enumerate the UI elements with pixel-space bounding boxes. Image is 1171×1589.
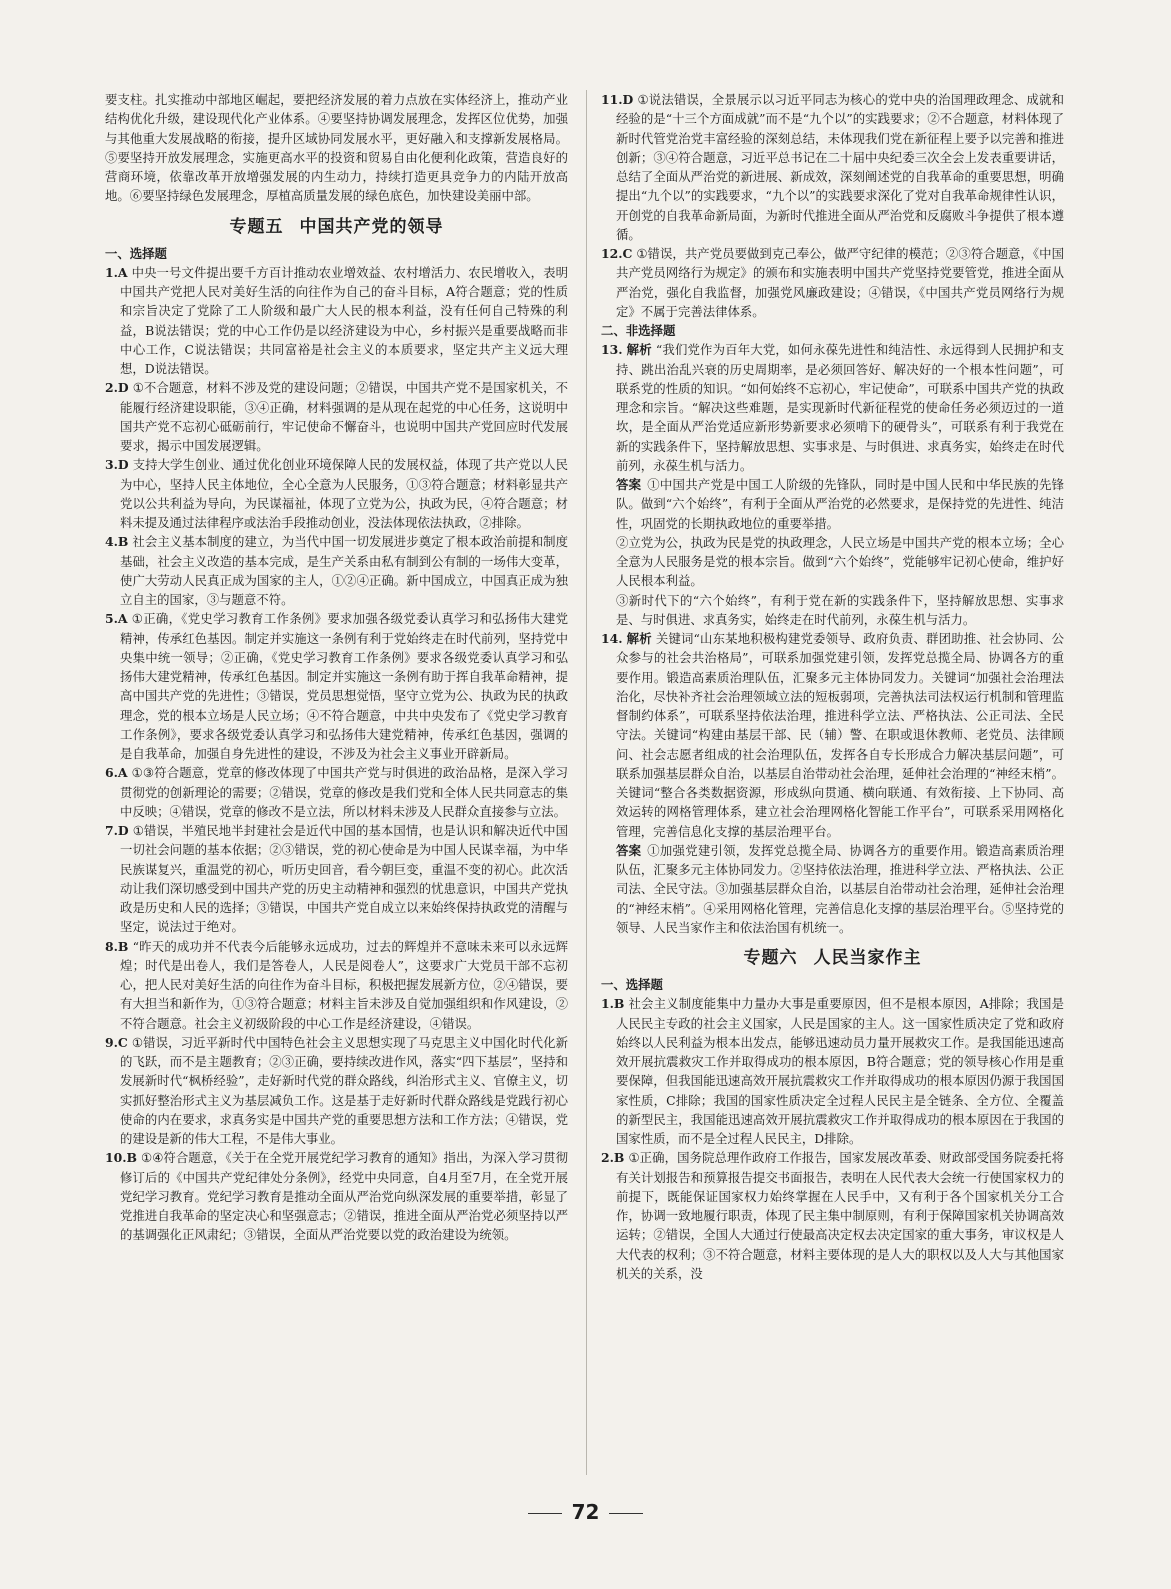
answer-number: 1.B bbox=[601, 996, 625, 1012]
left-column bbox=[105, 90, 568, 1475]
part-heading: 一、选择题 bbox=[601, 977, 663, 992]
section-name: 中国共产党的领导 bbox=[299, 216, 444, 237]
analysis-text: “我们党作为百年大党，如何永葆先进性和纯洁性、永远得到人民拥护和支持、跳出治乱兴衰的历史周期率，是必须回答好、解决好的一个根本性问题”，可联系党的性质的知识。“如何始终不忘初心，牢记使命”，可联系中国共产党的执政理念和宗旨。“解决这些难题，是实现新时代新征程党的使命任务必须迈过的一道坎，是全面从严治党适应新形势新要求必须啃下的硬骨头”，可联系有利于我党在新的实践条件下，坚持解放思想、实事求是、与时俱进、求真务实，始终走在时代前列，永葆生机与活力。 bbox=[616, 342, 1064, 473]
answer-paragraph bbox=[601, 475, 1064, 533]
answer-number: 7.D bbox=[105, 823, 129, 838]
answer-text: ①错误，半殖民地半封建社会是近代中国的基本国情，也是认识和解决近代中国一切社会问题的基本依据；②③错误，党的初心使命是为中国人民谋幸福，为中华民族谋复兴，重温党的初心，听历史回音，看今朝巨变，重温不变的初心。此次活动让我们深切感受到中国共产党的历史主动精神和强烈的忧患意识，中国共产党执政是历史和人民的选择；③错误，中国共产党自成立以来始终保持执政党的清醒与坚定，说法过于绝对。 bbox=[120, 823, 568, 935]
answer-item bbox=[601, 244, 1064, 321]
answer-number: 9.C bbox=[105, 1034, 128, 1050]
answer-text: “昨天的成功并不代表今后能够永远成功，过去的辉煌并不意味未来可以永远辉煌；时代是出卷人，我们是答卷人，人民是阅卷人”，这要求广大党员干部不忘初心，把人民对美好生活的向往作为奋斗目标，积极把握发展新方位，②④错误，要有大担当和新作为，①③符合题意；材料主旨未涉及自觉加强组织和作风建设，②不符合题意。社会主义初级阶段的中心工作是经济建设，④错误。 bbox=[120, 938, 568, 1031]
answer-number: 10.B bbox=[105, 1150, 138, 1166]
right-column bbox=[601, 90, 1064, 1475]
answer-text: 中央一号文件提出要千方百计推动农业增效益、农村增活力、农民增收入，表明中国共产党把人民对美好生活的向往作为自己的奋斗目标，A符合题意；党的性质和宗旨决定了党除了工人阶级和最广大人民的根本利益，没有任何自己特殊的利益，B说法错误；党的中心工作仍是以经济建设为中心，乡村振兴是重要战略而非中心工作，C说法错误；共同富裕是社会主义的本质要求，坚定共产主义远大理想，D说法错误。 bbox=[120, 264, 568, 376]
answer-number: 4.B bbox=[105, 534, 129, 550]
answer-number: 2.D bbox=[105, 380, 129, 396]
answer-text: 支持大学生创业、通过优化创业环境保障人民的发展权益，体现了共产党以人民为中心，坚持人民主体地位，全心全意为人民服务，①③符合题意；材料彰显共产党以公共利益为导向，为民谋福祉，体现了立党为公，执政为民，④符合题意；材料未提及通过法律程序或法治手段推动创业，没法体现依法执政，②排除。 bbox=[120, 457, 568, 530]
answer-item bbox=[105, 1148, 568, 1244]
answer-item bbox=[601, 90, 1064, 244]
section-title-6 bbox=[601, 943, 1064, 973]
answer-item bbox=[105, 455, 568, 532]
answer-item bbox=[601, 994, 1064, 1148]
answer-text: ①正确，《党史学习教育工作条例》要求加强各级党委认真学习和弘扬伟大建党精神，传承红色基因。制定并实施这一条例有利于党始终走在时代前列，坚持党中央集中统一领导；②正确，《党史学习教育工作条例》要求各级党委认真学习和弘扬伟大建党精神，传承红色基因。制定并实施这一条例有助于挥自我革命精神，提高中国共产党的先进性；③错误，党员思想觉悟，坚守立党为公、执政为民的执政理念，党的根本立场是人民立场；④不符合题意，中共中央发布了《党史学习教育工作条例》，要求各级党委认真学习和弘扬伟大建党精神，传承红色基因，强调的是自我革命，加强自身先进性的建设，不涉及为社会主义事业开辟新局。 bbox=[120, 611, 568, 761]
answer-text: ③新时代下的“六个始终”，有利于党在新的实践条件下，坚持解放思想、实事求是、与时俱进、求真务实，始终走在时代前列，永葆生机与活力。 bbox=[616, 592, 1064, 627]
answer-number: 6.A bbox=[105, 765, 128, 781]
answer-text: ①③符合题意，党章的修改体现了中国共产党与时俱进的政治品格，是深入学习贯彻党的创新理论的需要；②错误，党章的修改是我们党和全体人民共同意志的集中反映；④错误，党章的修改不是立法，所以材料未涉及人民群众直接参与立法。 bbox=[120, 765, 568, 819]
answer-number: 8.B bbox=[105, 938, 129, 954]
answer-number: 2.B bbox=[601, 1150, 625, 1166]
page-footer bbox=[0, 1500, 1171, 1524]
answer-item bbox=[105, 1033, 568, 1149]
answer-list bbox=[601, 90, 1064, 321]
answer-paragraph bbox=[601, 533, 1064, 591]
answer-text: ①说法错误，全景展示以习近平同志为核心的党中央的治国理政理念、成就和经验的是“十三个方面成就”而不是“九个以”的实践要求；②不合题意，材料体现了新时代管党治党丰富经验的深刻总结，未体现我们党在新征程上要予以完善和推进创新；③④符合题意，习近平总书记在二十届中央纪委三次全会上发表重要讲话，总结了全面从严治党的新进展、新成效，深刻阐述党的自我革命的重要思想，明确提出“九个以”的实践要求，“九个以”的实践要求深化了党对自我革命规律性认识，开创党的自我革命新局面，为新时代推进全面从严治党和反腐败斗争提供了根本遵循。 bbox=[616, 92, 1064, 242]
answer-item bbox=[105, 609, 568, 763]
section-label: 专题五 bbox=[229, 216, 284, 237]
answer-label: 答案 bbox=[616, 477, 642, 492]
answer-list bbox=[601, 994, 1064, 1283]
answer-item bbox=[105, 263, 568, 379]
answer-number: 1.A bbox=[105, 264, 128, 280]
column-divider bbox=[586, 90, 587, 1475]
answer-text: ①正确，国务院总理作政府工作报告，国家发展改革委、财政部受国务院委托将有关计划报告和预算报告提交书面报告，表明在人民代表大会统一行使国家权力的前提下，既能保证国家权力始终掌握在人民手中，又有利于各个国家机关分工合作，协调一致地履行职责，体现了民主集中制原则，有利于保障国家机关协调高效运转；②错误，全国人大通过行使最高决定权去决定国家的重大事务，审议权是人大代表的权利；③不符合题意，材料主要体现的是人大的职权以及人大与其他国家机关的关系，没 bbox=[616, 1150, 1064, 1281]
section-name: 人民当家作主 bbox=[813, 948, 922, 968]
answer-text: 社会主义制度能集中力量办大事是重要原因，但不是根本原因，A排除；我国是人民民主专政的社会主义国家，人民是国家的主人。这一国家性质决定了党和政府始终以人民利益为根本出发点，能够迅速动员力量开展救灾工作。是我国能迅速高效开展抗震救灾工作并取得成功的根本原因，B符合题意；党的领导核心作用是重要保障，但我国能迅速高效开展抗震救灾工作并取得成功的根本原因仍源于我国国家性质，C排除；我国的国家性质决定全过程人民民主是全链条、全方位、全覆盖的新型民主，我国能迅速高效开展抗震救灾工作并取得成功的根本原因在于我国的国家性质，而不是全过程人民民主，D排除。 bbox=[616, 996, 1064, 1146]
answer-number: 14. bbox=[601, 631, 623, 646]
footer-rule bbox=[609, 1513, 643, 1514]
answer-number: 5.A bbox=[105, 611, 128, 627]
answer-text: 社会主义基本制度的建立，为当代中国一切发展进步奠定了根本政治前提和制度基础，社会主义改造的基本完成，是生产关系由私有制到公有制的一场伟大变革，使广大劳动人民真正成为国家的主人，①②④正确。新中国成立，中国真正成为独立自主的国家，③与题意不符。 bbox=[120, 534, 568, 607]
answer-list bbox=[105, 263, 568, 1245]
part-heading: 二、非选择题 bbox=[601, 323, 676, 338]
answer-text: ①加强党建引领，发挥党总揽全局、协调各方的重要作用。锻造高素质治理队伍，汇聚多元主体协同发力。②坚持依法治理，推进科学立法、严格执法、公正司法、全民守法。③加强基层群众自治，以基层自治带动社会治理，延伸社会治理的“神经末梢”。④采用网格化管理，完善信息化支撑的基层治理平台。⑤坚持党的领导、人民当家作主和依法治国有机统一。 bbox=[616, 842, 1064, 935]
answer-text: ①④符合题意，《关于在全党开展党纪学习教育的通知》指出，为深入学习贯彻修订后的《中国共产党纪律处分条例》，经党中央同意，自4月至7月，在全党开展党纪学习教育。党纪学习教育是推动全面从严治党向纵深发展的重要举措，彰显了党推进自我革命的坚定决心和坚强意志；②错误，推进全面从严治党必须坚持以严的基调强化正风肃纪；③错误，全面从严治党要以党的政治建设为统领。 bbox=[120, 1150, 568, 1243]
answer-item bbox=[105, 821, 568, 937]
answer-text: ①错误，共产党员要做到克己奉公，做严守纪律的模范；②③符合题意，《中国共产党员网络行为规定》的颁布和实施表明中国共产党坚持党要管党，推进全面从严治党，强化自我监督，加强党风廉政建设；④错误，《中国共产党员网络行为规定》不属于完善法律体系。 bbox=[616, 246, 1064, 319]
section-title-5 bbox=[105, 212, 568, 242]
answer-number: 13. bbox=[601, 342, 623, 358]
answer-text: ①中国共产党是中国工人阶级的先锋队，同时是中国人民和中华民族的先锋队。做到“六个始终”，有利于全面从严治党的必然要求，是保持党的先进性、纯洁性，巩固党的长期执政地位的重要举措。 bbox=[616, 477, 1064, 531]
intro-paragraph: 要支柱。扎实推动中部地区崛起，要把经济发展的着力点放在实体经济上，推动产业结构优化升级，建设现代化产业体系。④要坚持协调发展理念，发挥区位优势，加强与其他重大发展战略的衔接，提升区域协同发展水平，更好融入和支撑新发展格局。⑤要坚持开放发展理念，实施更高水平的投资和贸易自由化便利化政策，营造良好的营商环境，依靠改革开放增强发展的内生动力，持续打造更具竞争力的内陆开放高地。⑥要坚持绿色发展理念，厚植高质量发展的绿色底色，加快建设美丽中部。 bbox=[105, 92, 568, 204]
analysis-label: 解析 bbox=[626, 342, 652, 358]
answer-item bbox=[105, 763, 568, 821]
answer-item bbox=[105, 378, 568, 455]
section-label: 专题六 bbox=[743, 948, 798, 968]
answer-item bbox=[601, 629, 1064, 841]
answer-item bbox=[601, 340, 1064, 475]
answer-label: 答案 bbox=[616, 842, 642, 858]
answer-paragraph bbox=[601, 591, 1064, 630]
answer-item bbox=[105, 937, 568, 1033]
footer-rule bbox=[528, 1513, 562, 1514]
answer-item bbox=[601, 1148, 1064, 1283]
answer-text: ②立党为公，执政为民是党的执政理念，人民立场是中国共产党的根本立场；全心全意为人民服务是党的根本宗旨。做到“六个始终”，党能够牢记初心使命，维护好人民根本利益。 bbox=[616, 534, 1064, 589]
page-number: 72 bbox=[571, 1500, 600, 1524]
answer-list bbox=[601, 340, 1064, 937]
answer-text: ①错误，习近平新时代中国特色社会主义思想实现了马克思主义中国化时代化新的飞跃，而不是主题教育；②③正确，要持续改进作风，落实“四下基层”，坚持和发展新时代“枫桥经验”，走好新时代党的群众路线，纠治形式主义、官僚主义，切实抓好整治形式主义为基层减负工作。这是基于走好新时代群众路线是党践行初心使命的内在要求，求真务实是中国共产党的重要思想方法和工作方法；④错误，党的建设是新的伟大工程，不是伟大事业。 bbox=[120, 1034, 568, 1146]
analysis-text: 关键词“山东某地积极构建党委领导、政府负责、群团助推、社会协同、公众参与的社会共治格局”，可联系加强党建引领，发挥党总揽全局、协调各方的重要作用。锻造高素质治理队伍，汇聚多元主体协同发力。关键词“加强社会治理法治化，尽快补齐社会治理领域立法的短板弱项，完善执法司法权运行机制和管理监督制约体系”，可联系坚持依法治理，推进科学立法、严格执法、公正司法、全民守法。关键词“构建由基层干部、民（辅）警、在职或退休教师、老党员、法律顾问、社会志愿者组成的社会治理队伍，发挥各自专长形成合力解决基层问题”，可联系加强基层群众自治，以基层自治带动社会治理，延伸社会治理的“神经末梢”。关键词“整合各类数据资源，形成纵向贯通、横向联通、有效衔接、上下协同、高效运转的网格管理体系，建立社会治理网格化智能工作平台”，可联系采用网格化管理，完善信息化支撑的基层治理平台。 bbox=[616, 631, 1064, 839]
answer-item bbox=[105, 532, 568, 609]
answer-number: 12.C bbox=[601, 246, 633, 261]
part-heading: 一、选择题 bbox=[105, 245, 167, 261]
answer-paragraph bbox=[601, 841, 1064, 937]
answer-number: 3.D bbox=[105, 457, 129, 473]
answer-number: 11.D bbox=[601, 92, 634, 107]
analysis-label: 解析 bbox=[626, 631, 652, 646]
answer-text: ①不合题意，材料不涉及党的建设问题；②错误，中国共产党不是国家机关，不能履行经济建设职能，③④正确，材料强调的是从现在起党的中心任务，这说明中国共产党不忘初心砥砺前行，牢记使命不懈奋斗，也说明中国共产党回应时代发展要求，揭示中国发展逻辑。 bbox=[120, 380, 568, 453]
